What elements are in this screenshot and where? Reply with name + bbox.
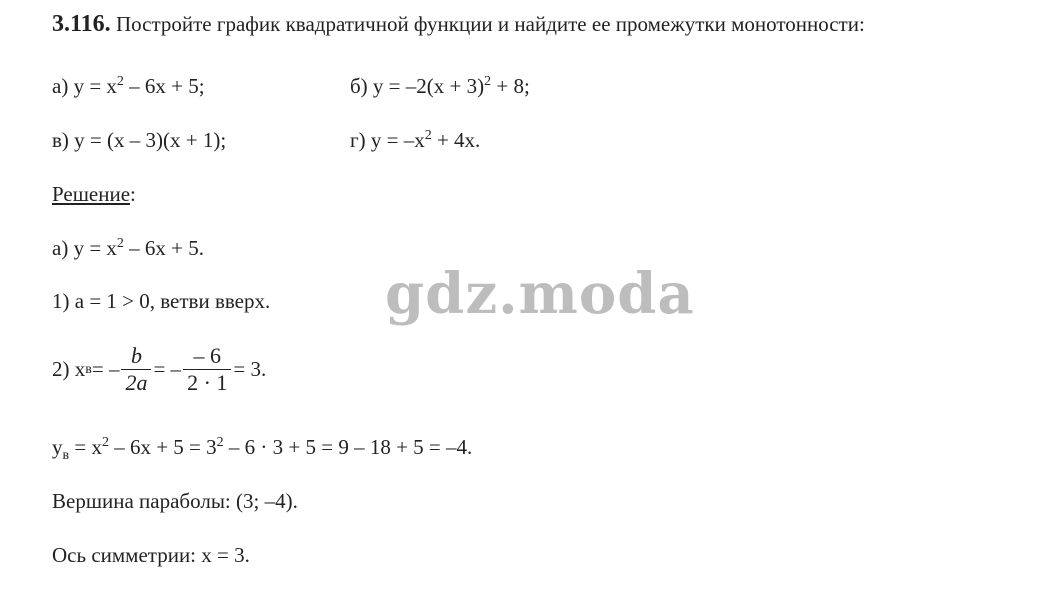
y-vertex [52,435,473,463]
item-b [350,74,530,98]
watermark: gdz.moda [385,261,695,327]
solution-a-exp: 2 [116,236,124,251]
item-g-exp: 2 [424,128,432,143]
step-2-eq2: = – [153,357,182,381]
yv-exp-1: 2 [101,435,109,450]
yv-part-3: – 6 · 3 + 5 = 9 – 18 + 5 = –4. [223,435,473,459]
solution-heading [52,182,136,206]
step-1 [52,289,270,313]
item-b-exp: 2 [484,74,492,89]
solution-a-rest: – 6x + 5. [123,236,205,260]
fraction-b-over-2a [121,343,151,396]
axis-line [52,543,250,567]
item-b-label: б) y = –2(x + 3) [350,74,485,98]
problem-header [52,12,865,36]
step-2-prefix: 2) x [52,357,86,381]
item-g-label: г) y = –x [350,128,425,152]
yv-sub: в [62,448,70,463]
fraction-2-denominator: 2 · 1 [187,370,228,395]
item-a-exp: 2 [116,74,124,89]
fraction-1-numerator: b [121,343,151,370]
solution-a-label: а) y = x [52,236,117,260]
item-g [350,128,480,152]
yv-part-1: = x [69,435,102,459]
fraction-1-denominator: 2a [125,370,148,395]
item-v-label: в) y = (x – 3)(x + 1); [52,128,227,152]
solution-a-function [52,236,204,260]
yv-exp-2: 2 [216,435,224,450]
item-g-rest: + 4x. [431,128,481,152]
step-1-text: 1) a = 1 > 0, ветви вверх. [52,289,271,313]
item-a-rest: – 6x + 5; [123,74,205,98]
yv-part-2: – 6x + 5 = 3 [108,435,217,459]
step-2-eq1: = – [91,357,120,381]
item-a [52,74,205,98]
problem-number: 3.116. [52,11,111,37]
vertex-line [52,489,298,513]
item-a-label: а) y = x [52,74,117,98]
item-v [52,128,226,152]
axis-text: Ось симметрии: x = 3. [52,543,250,567]
item-b-rest: + 8; [491,74,530,98]
vertex-text: Вершина параболы: (3; –4). [52,489,298,513]
step-2: 2) x в = – $\frac{b}{2a}$ = – $\frac{- 6}{2 \cdot 1}$ = 3. [52,343,267,395]
solution-heading-text: Решение [52,182,131,206]
fraction-2-numerator: – 6 [183,343,231,370]
problem-statement: Постройте график квадратичной функции и найдите ее промежутки монотонности: [115,12,865,36]
step-2-result: = 3. [233,357,267,381]
yv-prefix: y [52,435,63,459]
solution-heading-colon: : [130,182,136,206]
fraction-minus6-over-2x1 [183,343,231,396]
